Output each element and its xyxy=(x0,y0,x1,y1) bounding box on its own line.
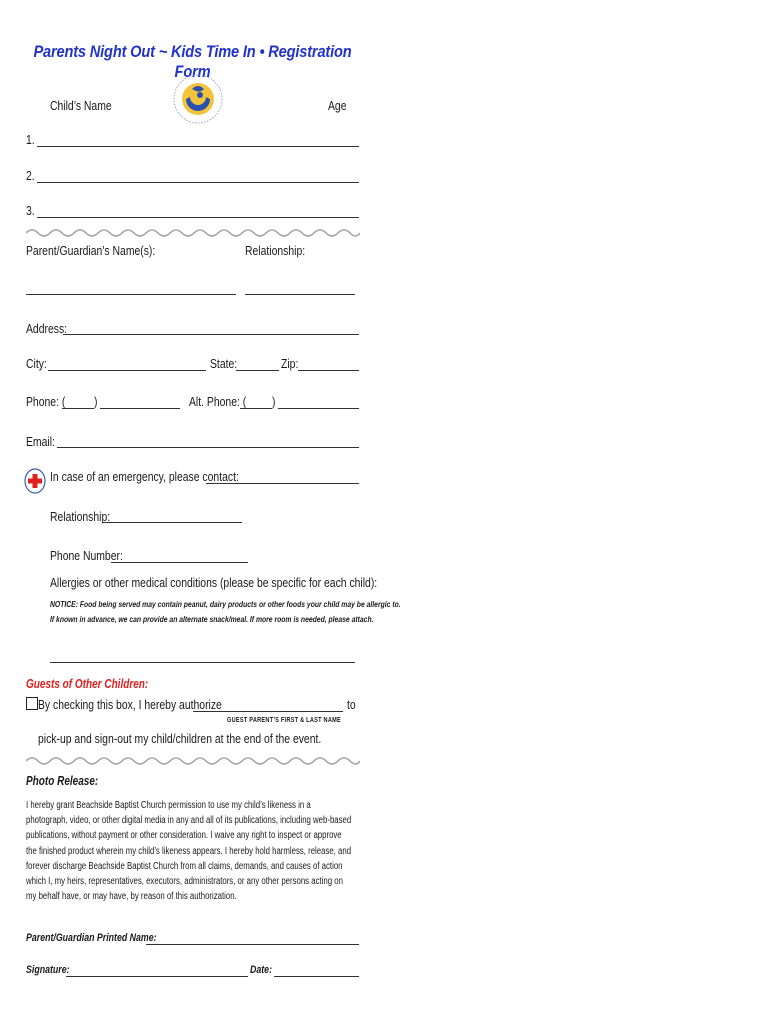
address-label: Address: xyxy=(26,321,68,336)
photo-release-text: I hereby grant Beachside Baptist Church permission to use my child’s likeness in a photograph, video, or other digital media in any and all of its publications, including web-based publications, without payment or other consideration. I waive any right to inspect or approve the finished product wherein my child’s likeness appears. I hereby hold harmless, release, and forever discharge Beachside Baptist Church from all claims, demands, and causes of action which I, my heirs, representatives, executors, administrators, or any other persons acting on my behalf have, or may have, by reason of this authorization. xyxy=(26,800,352,903)
alt-phone-paren-close: ) xyxy=(272,394,276,409)
form-title: Parents Night Out ~ Kids Time In • Registration Form xyxy=(33,42,352,81)
guest-parent-name-field[interactable] xyxy=(193,711,343,712)
pickup-text: pick-up and sign-out my child/children at the end of the event. xyxy=(38,731,322,746)
child-2-name-field[interactable] xyxy=(37,182,359,183)
alt-phone-label: Alt. Phone: ( xyxy=(189,394,247,409)
childs-name-label: Child’s Name xyxy=(50,98,112,113)
food-notice-line-2: If known in advance, we can provide an alternate snack/meal. If more room is needed, please attach. xyxy=(50,614,374,624)
zip-label: Zip: xyxy=(281,356,299,371)
emergency-contact-field[interactable] xyxy=(206,483,359,484)
email-field[interactable] xyxy=(57,447,359,448)
child-3-name-field[interactable] xyxy=(37,217,359,218)
alt-phone-number-field[interactable] xyxy=(278,408,359,409)
child-row-1-label: 1. xyxy=(26,132,35,147)
printed-name-label: Parent/Guardian Printed Name: xyxy=(26,932,157,944)
emergency-phone-label: Phone Number: xyxy=(50,548,123,563)
emergency-relationship-field[interactable] xyxy=(103,522,242,523)
zip-field[interactable] xyxy=(298,370,359,371)
printed-name-field[interactable] xyxy=(146,944,359,945)
guests-title: Guests of Other Children: xyxy=(26,677,149,691)
authorize-checkbox[interactable] xyxy=(26,697,38,710)
date-field[interactable] xyxy=(274,976,359,977)
allergies-field[interactable] xyxy=(50,662,355,663)
date-label: Date: xyxy=(250,964,273,976)
emergency-relationship-label: Relationship: xyxy=(50,509,111,524)
state-field[interactable] xyxy=(236,370,279,371)
relationship-label: Relationship: xyxy=(245,243,306,258)
wavy-divider xyxy=(26,228,360,238)
allergies-label: Allergies or other medical conditions (please be specific for each child): xyxy=(50,575,378,590)
guest-name-caption: GUEST PARENT’S FIRST & LAST NAME xyxy=(227,717,341,724)
signature-label: Signature: xyxy=(26,964,70,976)
alt-phone-area-code-field[interactable] xyxy=(240,408,272,409)
email-label: Email: xyxy=(26,434,55,449)
red-cross-icon xyxy=(24,468,46,494)
photo-release-text-block xyxy=(26,798,446,904)
signature-field[interactable] xyxy=(66,976,248,977)
parent-name-label: Parent/Guardian’s Name(s): xyxy=(26,243,156,258)
phone-number-field[interactable] xyxy=(100,408,180,409)
state-label: State: xyxy=(210,356,238,371)
emergency-contact-label: In case of an emergency, please contact: xyxy=(50,469,239,484)
food-notice-line-1: NOTICE: Food being served may contain peanut, dairy products or other foods your child may be allergic to. xyxy=(50,599,401,609)
age-label: Age xyxy=(328,98,347,113)
phone-area-code-field[interactable] xyxy=(62,408,94,409)
church-seal-logo xyxy=(172,71,224,127)
parent-name-field[interactable] xyxy=(26,294,236,295)
address-field[interactable] xyxy=(63,334,359,335)
photo-release-title: Photo Release: xyxy=(26,774,99,788)
emergency-phone-field[interactable] xyxy=(111,562,248,563)
checkbox-authorize-text: By checking this box, I hereby authorize xyxy=(38,697,222,712)
child-row-2-label: 2. xyxy=(26,168,35,183)
phone-label: Phone: ( xyxy=(26,394,66,409)
to-label: to xyxy=(347,697,356,712)
child-1-name-field[interactable] xyxy=(37,146,359,147)
wavy-divider xyxy=(26,756,360,766)
phone-paren-close: ) xyxy=(94,394,98,409)
relationship-field[interactable] xyxy=(245,294,355,295)
city-field[interactable] xyxy=(48,370,206,371)
child-row-3-label: 3. xyxy=(26,203,35,218)
city-label: City: xyxy=(26,356,47,371)
